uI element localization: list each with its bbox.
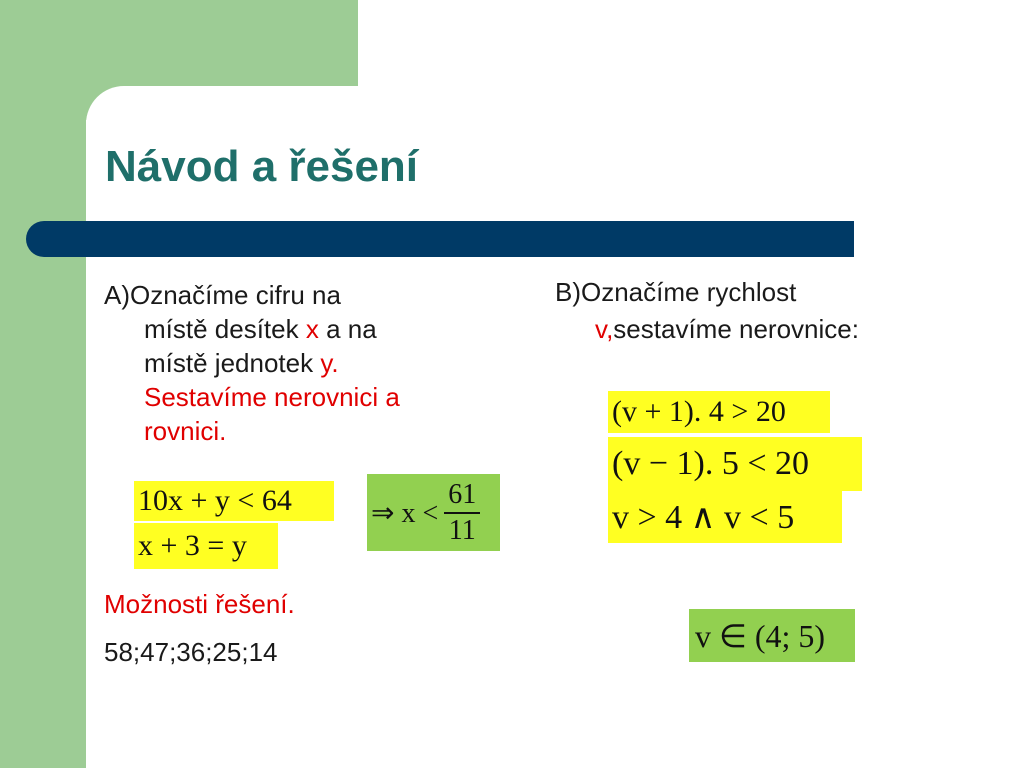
right-line-1: B)Označíme rychlost — [555, 277, 797, 307]
left-line-4: Sestavíme nerovnici a — [144, 382, 400, 412]
solutions-list: 58;47;36;25;14 — [104, 637, 278, 667]
left-line-2: místě desítek x a na — [144, 314, 377, 344]
right-instructions — [555, 274, 975, 348]
equation-result-fraction: ⇒ x < $\frac{61}{11}$ — [367, 474, 500, 551]
right-line-2: v,sestavíme nerovnice: — [595, 314, 859, 344]
options-label: Možnosti řešení. — [104, 589, 295, 619]
left-line-1: A)Označíme cifru na — [104, 280, 341, 310]
equation-inequality: 10x + y < 64 — [134, 481, 334, 521]
equation-equality: x + 3 = y — [134, 523, 278, 569]
inequality-3: v > 4 ∧ v < 5 — [608, 491, 842, 543]
fraction: $\frac{61}{11}$ — [444, 478, 480, 548]
title-divider-bar — [26, 221, 854, 257]
left-line-3: místě jednotek y. — [144, 348, 339, 378]
final-interval: v ∈ (4; 5) — [689, 609, 855, 662]
inequality-2: (v − 1). 5 < 20 — [608, 437, 862, 491]
left-line-5: rovnici. — [144, 416, 227, 446]
inequality-1: (v + 1). 4 > 20 — [608, 391, 830, 433]
left-instructions — [104, 278, 524, 448]
slide-title: Návod a řešení — [105, 142, 419, 191]
